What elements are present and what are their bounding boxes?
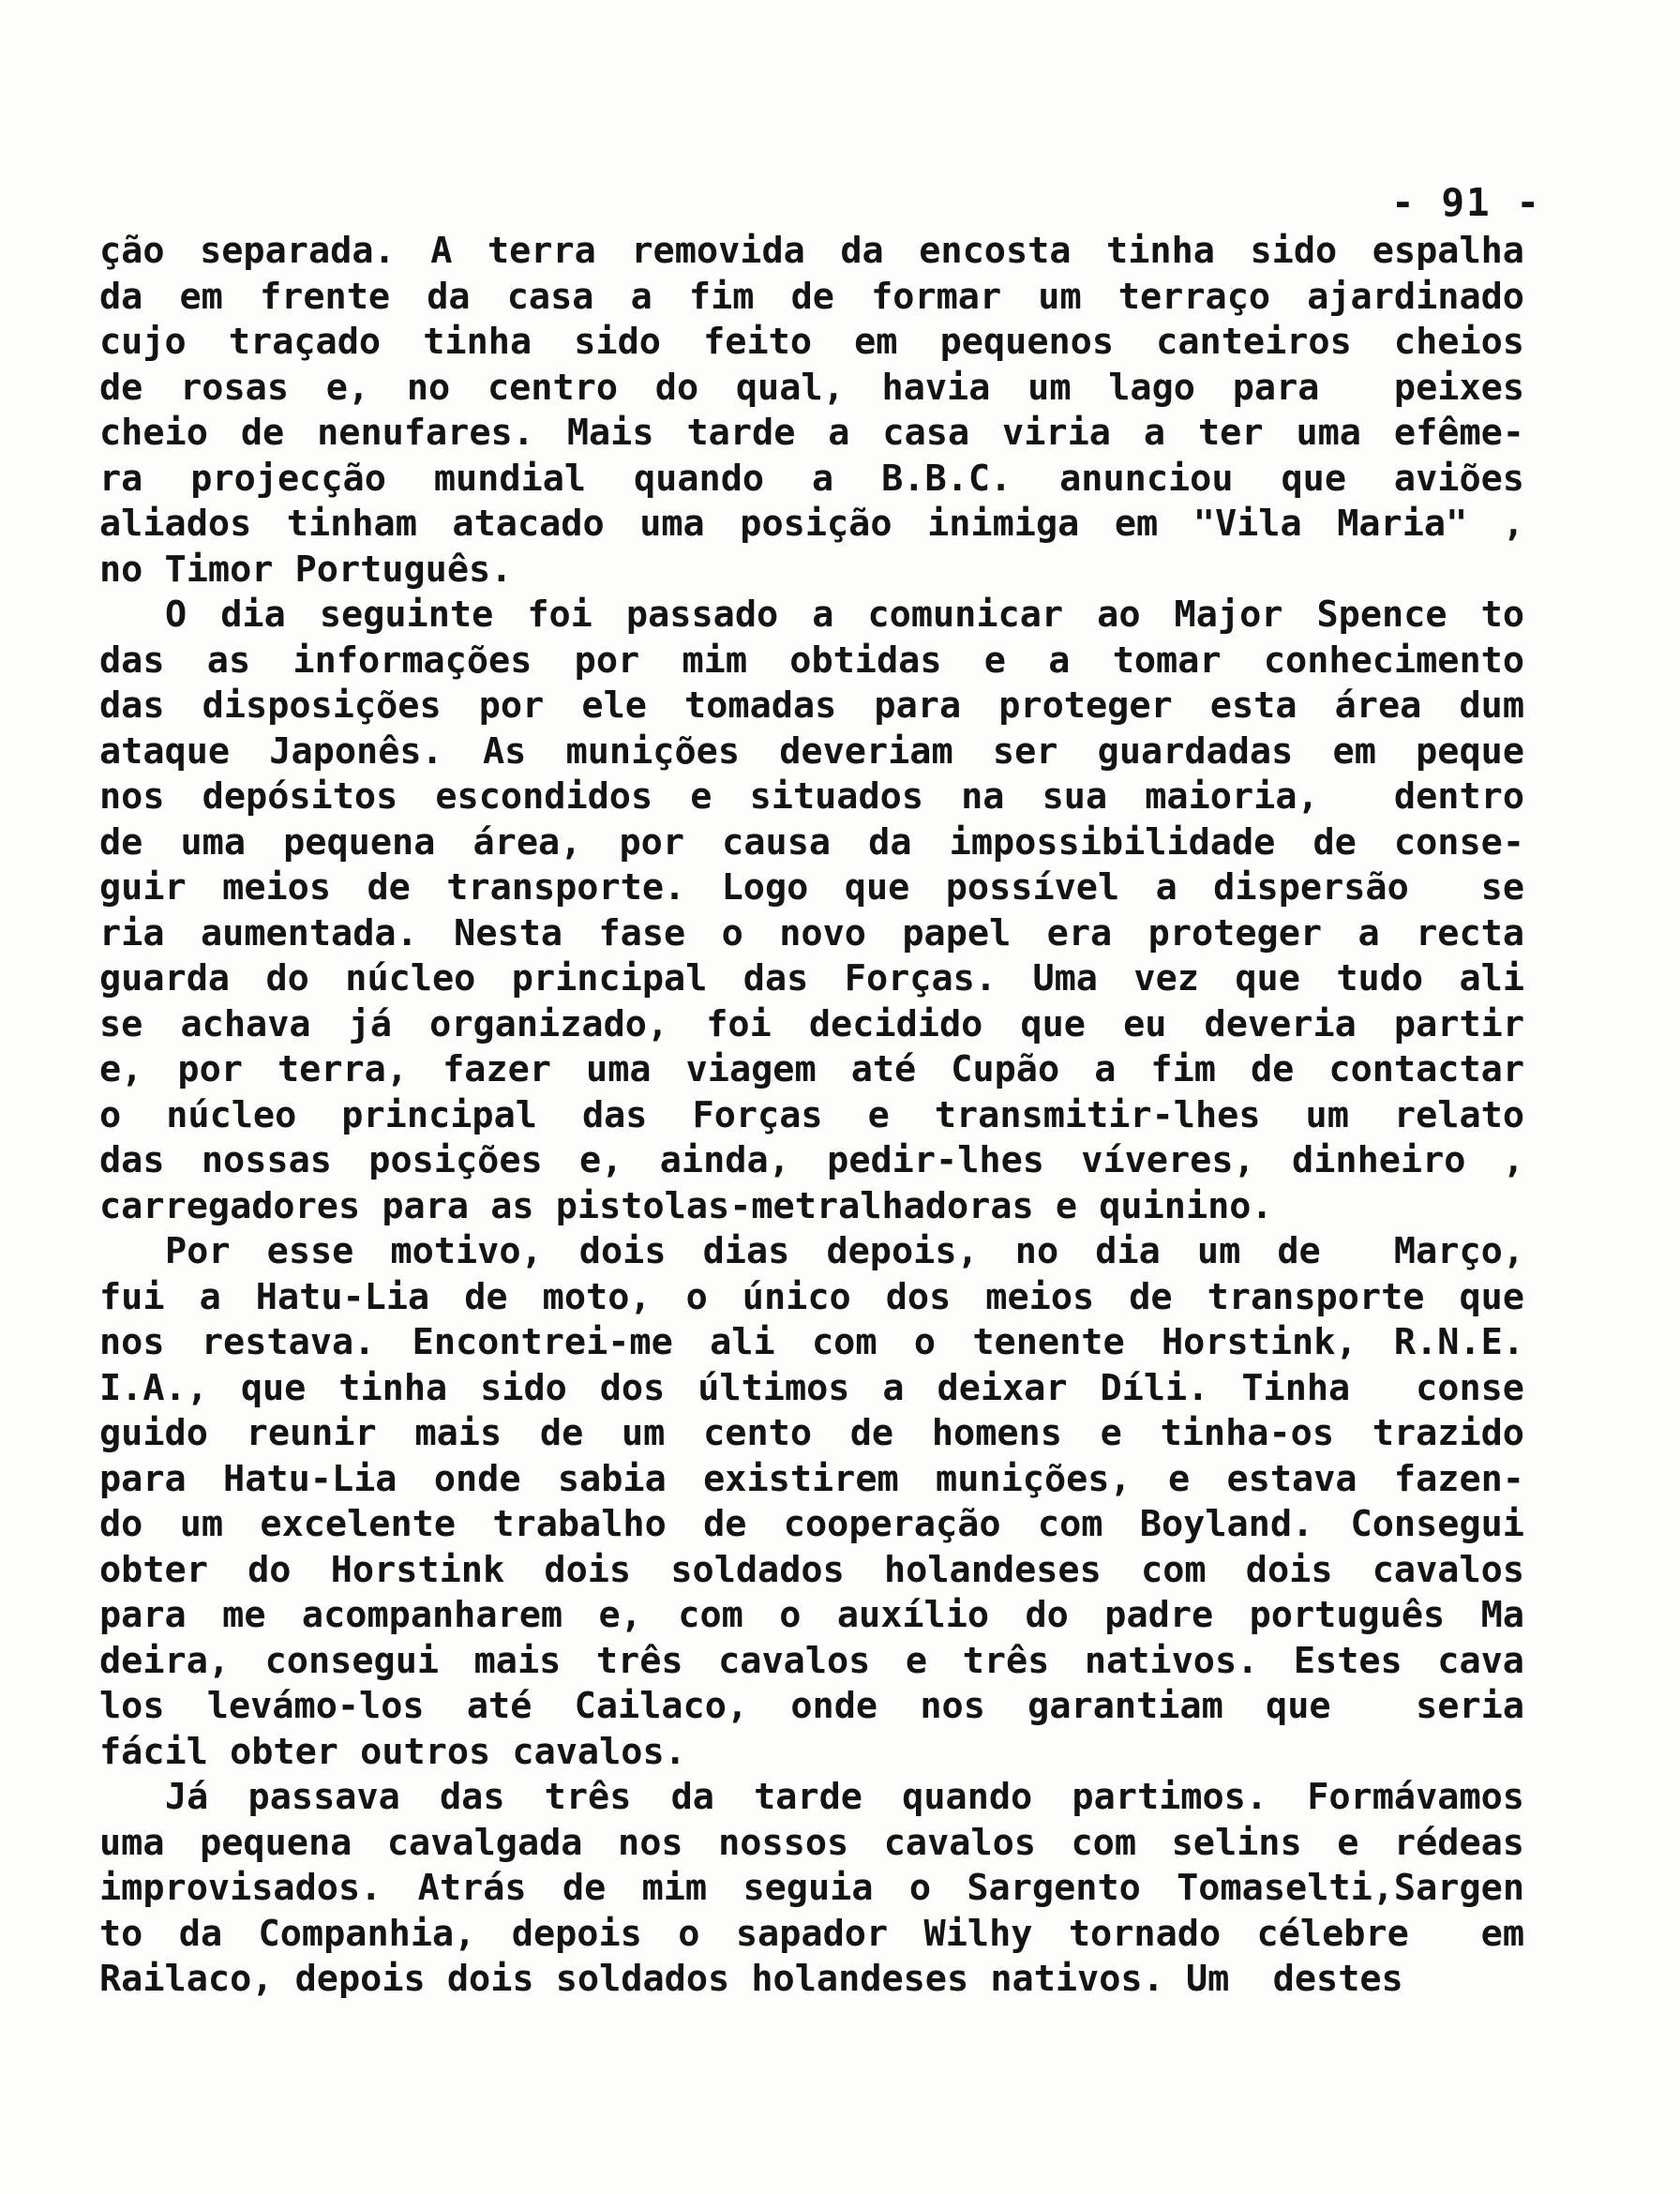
text-line: do um excelente trabalho de cooperação com Boyland. Consegui <box>99 1503 1524 1545</box>
text-line: cheio de nenufares. Mais tarde a casa viria a ter uma efême- <box>99 412 1524 454</box>
paragraph <box>99 229 1524 593</box>
text-line: se achava já organizado, foi decidido que eu deveria partir <box>99 1002 1524 1045</box>
text-line: da em frente da casa a fim de formar um terraço ajardinado <box>99 275 1524 318</box>
text-line: de uma pequena área, por causa da impossibilidade de conse- <box>99 820 1524 864</box>
text-line: Railaco, depois dois soldados holandeses nativos. Um destes <box>99 1958 1403 2000</box>
text-line: Já passava das três da tarde quando partimos. Formávamos <box>165 1776 1524 1818</box>
text-line: los levámo-los até Cailaco, onde nos garantiam que seria <box>99 1685 1524 1727</box>
text-line: guir meios de transporte. Logo que possível a dispersão se <box>99 866 1524 909</box>
text-line: e, por terra, fazer uma viagem até Cupão a fim de contactar <box>99 1048 1524 1090</box>
text-line: uma pequena cavalgada nos nossos cavalos com selins e rédeas <box>99 1821 1524 1864</box>
text-line: carregadores para as pistolas-metralhadoras e quinino. <box>99 1184 1273 1227</box>
text-line: fui a Hatu-Lia de moto, o único dos meios de transporte que <box>99 1275 1524 1318</box>
text-line: aliados tinham atacado uma posição inimiga em "Vila Maria" , <box>99 503 1524 545</box>
body-text <box>99 229 1524 2003</box>
text-line: obter do Horstink dois soldados holandeses com dois cavalos <box>99 1548 1524 1591</box>
text-line: I.A., que tinha sido dos últimos a deixar Díli. Tinha conse <box>99 1366 1524 1409</box>
text-line: cujo traçado tinha sido feito em pequenos canteiros cheios <box>99 321 1524 363</box>
text-line: nos depósitos escondidos e situados na sua maioria, dentro <box>99 775 1524 818</box>
text-line: para Hatu-Lia onde sabia existirem munições, e estava fazen- <box>99 1457 1524 1500</box>
text-line: para me acompanharem e, com o auxílio do padre português Ma <box>99 1594 1524 1636</box>
text-line: to da Companhia, depois o sapador Wilhy tornado célebre em <box>99 1912 1524 1955</box>
text-line: ra projecção mundial quando a B.B.C. anunciou que aviões <box>99 457 1524 500</box>
paragraph <box>99 1775 1524 2003</box>
text-line: de rosas e, no centro do qual, havia um lago para peixes <box>99 366 1524 409</box>
text-line: deira, consegui mais três cavalos e três nativos. Estes cava <box>99 1639 1524 1682</box>
text-line: no Timor Português. <box>99 548 513 591</box>
page-number: - 91 - <box>1391 180 1542 225</box>
text-line: das disposições por ele tomadas para proteger esta área dum <box>99 684 1524 727</box>
text-line: das nossas posições e, ainda, pedir-lhes víveres, dinheiro , <box>99 1139 1524 1181</box>
text-line: nos restava. Encontrei-me ali com o tenente Horstink, R.N.E. <box>99 1321 1524 1363</box>
text-line: guarda do núcleo principal das Forças. Uma vez que tudo ali <box>99 957 1524 999</box>
paragraph <box>99 1229 1524 1775</box>
text-line: O dia seguinte foi passado a comunicar ao Major Spence to <box>165 594 1524 636</box>
text-line: das as informações por mim obtidas e a tomar conhecimento <box>99 639 1524 682</box>
text-line: guido reunir mais de um cento de homens e tinha-os trazido <box>99 1412 1524 1454</box>
text-line: ataque Japonês. As munições deveriam ser guardadas em peque <box>99 729 1524 773</box>
paragraph <box>99 593 1524 1229</box>
text-line: fácil obter outros cavalos. <box>99 1730 686 1773</box>
text-line: o núcleo principal das Forças e transmitir-lhes um relato <box>99 1093 1524 1136</box>
text-line: Por esse motivo, dois dias depois, no dia um de Março, <box>165 1230 1524 1272</box>
text-line: improvisados. Atrás de mim seguia o Sargento Tomaselti,Sargen <box>99 1867 1524 1909</box>
text-line: ria aumentada. Nesta fase o novo papel era proteger a recta <box>99 911 1524 954</box>
text-line: ção separada. A terra removida da encosta tinha sido espalha <box>99 230 1524 272</box>
